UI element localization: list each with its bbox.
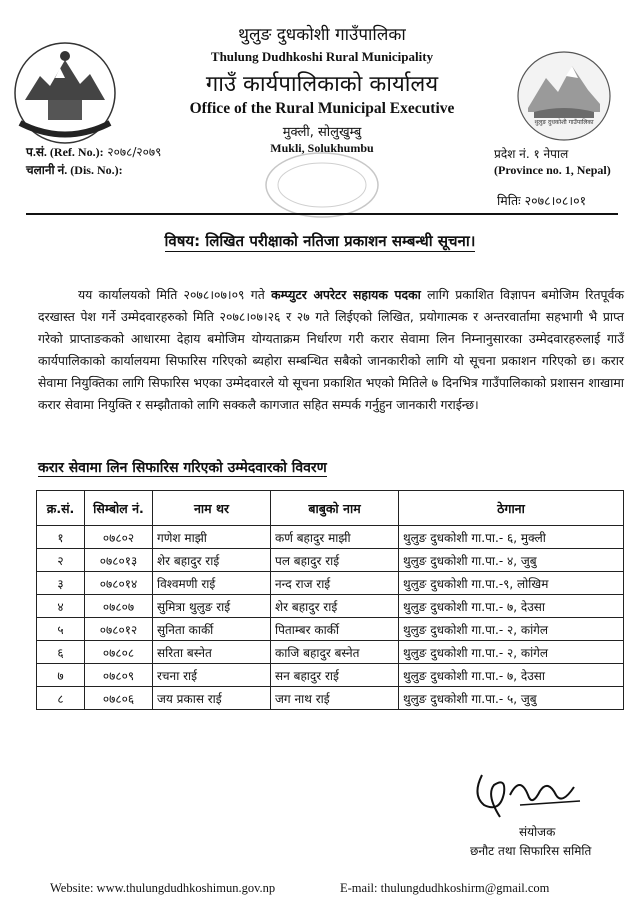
cell-name: सुनिता कार्की <box>153 618 271 641</box>
table-title <box>38 458 327 477</box>
cell-sn: ४ <box>37 595 85 618</box>
cell-name: सरिता बस्नेत <box>153 641 271 664</box>
logo-caption: थुलुङ दुधकोशी गाउँपालिका <box>534 119 594 126</box>
table-row <box>37 687 624 710</box>
cell-symbol: ०७८०९ <box>85 664 153 687</box>
table-header-row <box>37 491 624 526</box>
municipality-logo <box>514 50 614 142</box>
cell-name: रचना राई <box>153 664 271 687</box>
post-title: कम्प्युटर अपरेटर सहायक पदका <box>271 287 421 302</box>
cell-symbol: ०७८०१३ <box>85 549 153 572</box>
cell-father: जग नाथ राई <box>271 687 399 710</box>
cell-symbol: ०७८०६ <box>85 687 153 710</box>
footer-website: Website: www.thulungdudhkoshimun.gov.np <box>50 881 276 895</box>
cell-father: कर्ण बहादुर माझी <box>271 526 399 549</box>
signature-committee: छनौट तथा सिफारिस समिति <box>470 844 592 858</box>
province-en: (Province no. 1, Nepal) <box>494 163 611 177</box>
ref-number <box>26 143 161 160</box>
subject-line <box>145 231 495 251</box>
date-value: २०७८।०८।०१ <box>524 193 587 208</box>
office-stamp <box>262 150 382 220</box>
cell-name: जय प्रकास राई <box>153 687 271 710</box>
cell-name: विश्वमणी राई <box>153 572 271 595</box>
cell-symbol: ०७८०१४ <box>85 572 153 595</box>
cell-sn: ६ <box>37 641 85 664</box>
cell-sn: १ <box>37 526 85 549</box>
footer-email: E-mail: thulungdudhkoshirm@gmail.com <box>340 881 550 895</box>
dis-label: चलानी नं. (Dis. No.): <box>26 163 123 177</box>
cell-name: सुमित्रा थुलुङ राई <box>153 595 271 618</box>
place-ne: मुक्ली, सोलुखुम्बु <box>282 125 362 140</box>
signature-role: संयोजक <box>519 825 556 839</box>
cell-father: शेर बहादुर राई <box>271 595 399 618</box>
cell-father: पिताम्बर कार्की <box>271 618 399 641</box>
table-title-text: करार सेवामा लिन सिफारिस गरिएको उम्मेदवारको विवरण <box>38 460 327 476</box>
cell-symbol: ०७८०७ <box>85 595 153 618</box>
date-label: मितिः <box>497 193 521 208</box>
ref-value: २०७८/२०७९ <box>107 145 162 159</box>
cell-address: थुलुङ दुधकोशी गा.पा.- ७, देउसा <box>399 664 624 687</box>
header-divider <box>26 213 618 215</box>
table-row <box>37 618 624 641</box>
cell-address: थुलुङ दुधकोशी गा.पा.- २, कांगेल <box>399 641 624 664</box>
cell-sn: ३ <box>37 572 85 595</box>
office-ne: गाउँ कार्यपालिकाको कार्यालय <box>205 72 439 97</box>
notice-paragraph <box>38 284 624 416</box>
cell-sn: ५ <box>37 618 85 641</box>
cell-address: थुलुङ दुधकोशी गा.पा.- ६, मुक्ली <box>399 526 624 549</box>
cell-address: थुलुङ दुधकोशी गा.पा.- ७, देउसा <box>399 595 624 618</box>
table-row <box>37 595 624 618</box>
header-symbol: सिम्बोल नं. <box>85 491 153 526</box>
candidates-table <box>36 490 624 710</box>
paragraph-part-2: लागि प्रकाशित विज्ञापन बमोजिम रितपूर्वक दरखास्त पेश गर्ने उम्मेदवारहरुको मिति २०७८।०७।२६ र २७ गते लिईएको लिखित, प्रयोगात्मक र अन्तरवार्तामा सहभागी भै प्राप्त गरेको प्राप्ताङकको आधारमा देहाय बमोजिम योग्यताक्रम निर्धारण गरी करार सेवामा लिन निम्नानुसारका उम्मेदवारहरुलाई गाउँ कार्यपालिकाको कार्यालयमा सिफारिस गरिएको ब्यहोरा सम्बन्धित सबैको जानकारीको लागि यो सूचना प्रकाशन गरिएको छ। करार सेवामा नियुक्तिका लागि सिफारिस भएका उम्मेदवारले यो सूचना प्रकाशित भएको मितिले ७ दिनभित्र गाउँपालिकाको प्रशासन शाखामा करार सेवामा नियुक्ति र सम्झौताको लागि सक्कलै कागजात सहित सम्पर्क गर्नुहुन जानकारी गराईन्छ। <box>38 287 624 412</box>
ref-label: प.सं. (Ref. No.): <box>26 145 104 159</box>
header-address: ठेगाना <box>399 491 624 526</box>
cell-symbol: ०७८०८ <box>85 641 153 664</box>
title-en: Thulung Dudhkoshi Rural Municipality <box>210 49 434 64</box>
header-father: बाबुको नाम <box>271 491 399 526</box>
paragraph-part-1: यय कार्यालयको मिति २०७८।०७।०९ गते <box>78 287 272 302</box>
place-en: Mukli, Solukhumbu <box>270 141 374 155</box>
signature-image <box>470 765 590 825</box>
table-row <box>37 572 624 595</box>
office-en: Office of the Rural Municipal Executive <box>189 100 455 117</box>
cell-name: गणेश माझी <box>153 526 271 549</box>
cell-address: थुलुङ दुधकोशी गा.पा.- ४, जुबु <box>399 549 624 572</box>
cell-father: नन्द राज राई <box>271 572 399 595</box>
cell-name: शेर बहादुर राई <box>153 549 271 572</box>
header-name: नाम थर <box>153 491 271 526</box>
subject-text: विषय: लिखित परीक्षाको नतिजा प्रकाशन सम्बन्धी सूचना। <box>164 232 476 250</box>
cell-father: पल बहादुर राई <box>271 549 399 572</box>
cell-sn: ८ <box>37 687 85 710</box>
cell-sn: २ <box>37 549 85 572</box>
cell-address: थुलुङ दुधकोशी गा.पा.-९, लोखिम <box>399 572 624 595</box>
cell-address: थुलुङ दुधकोशी गा.पा.- २, कांगेल <box>399 618 624 641</box>
province-ne: प्रदेश नं. १ नेपाल <box>494 147 569 161</box>
date-line <box>497 192 586 209</box>
header-sn: क्र.सं. <box>37 491 85 526</box>
table-row <box>37 641 624 664</box>
table-row <box>37 549 624 572</box>
cell-sn: ७ <box>37 664 85 687</box>
cell-father: काजि बहादुर बस्नेत <box>271 641 399 664</box>
table-row <box>37 526 624 549</box>
title-ne: थुलुङ दुधकोशी गाउँपालिका <box>238 25 406 45</box>
cell-father: सन बहादुर राई <box>271 664 399 687</box>
cell-address: थुलुङ दुधकोशी गा.पा.- ५, जुबु <box>399 687 624 710</box>
table-row <box>37 664 624 687</box>
cell-symbol: ०७८०१२ <box>85 618 153 641</box>
cell-symbol: ०७८०२ <box>85 526 153 549</box>
